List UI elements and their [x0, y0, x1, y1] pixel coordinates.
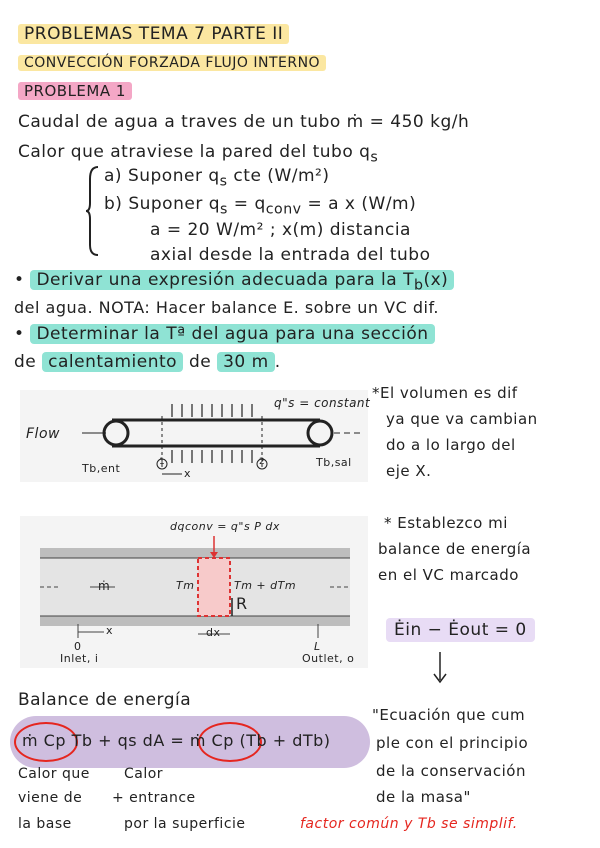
quote-line-1: "Ecuación que cum — [372, 706, 526, 724]
note-2-line-1: * Establezco mi — [384, 514, 508, 532]
task-2-de: de — [14, 352, 37, 372]
arrow-down-icon — [430, 650, 450, 686]
problem-highlight: PROBLEMA 1 — [18, 82, 132, 100]
energy-equation — [386, 620, 535, 640]
statement-line-2-text: Calor que atraviese la pared del tubo q — [18, 142, 371, 162]
outlet-label: Outlet, o — [302, 652, 355, 665]
page-subtitle — [18, 55, 326, 71]
task-2-calentamiento: calentamiento — [42, 352, 183, 372]
case-b — [104, 194, 416, 217]
section-2-label: 2 — [259, 457, 266, 467]
tb-in-label: Tb,ent — [82, 462, 121, 475]
case-a — [104, 166, 330, 189]
case-b-line-2: a = 20 W/m² ; x(m) distancia — [150, 220, 411, 240]
case-a-rest: cte (W/m²) — [227, 166, 330, 186]
energy-equation-highlight: Ėin − Ėout = 0 — [386, 618, 535, 642]
task-2-length: 30 m — [217, 352, 275, 372]
quote-line-3: de la conservación — [376, 762, 526, 780]
length-label: L — [314, 640, 321, 653]
case-a-text: a) Suponer q — [104, 166, 220, 186]
note-1-line-2: ya que va cambian — [386, 410, 538, 428]
tm-label: Tm — [176, 579, 195, 592]
balance-note-mid-1: Calor — [124, 766, 164, 782]
case-b-sub: s — [220, 201, 228, 218]
task-1-highlight — [30, 270, 454, 294]
balance-note-left-2: viene de — [18, 790, 83, 806]
note-1-line-4: eje X. — [386, 462, 432, 480]
note-2-line-3: en el VC marcado — [378, 566, 519, 584]
brace-icon — [86, 165, 102, 257]
balance-note-mid-2: + entrance — [112, 790, 196, 806]
title-highlight: PROBLEMAS TEMA 7 PARTE II — [18, 24, 289, 44]
balance-note-left-3: la base — [18, 816, 72, 832]
section-1-label: 1 — [159, 457, 166, 467]
task-1-text: Derivar una expresión adecuada para la T — [36, 270, 414, 290]
problem-label — [18, 82, 132, 100]
r-label: R — [236, 594, 248, 613]
statement-line-1: Caudal de agua a traves de un tubo ṁ = 450 kg/h — [18, 112, 470, 132]
x-label: x — [184, 467, 192, 480]
task-2 — [14, 324, 435, 344]
mdot-label: ṁ — [98, 579, 111, 593]
task-1-end: (x) — [423, 270, 449, 290]
note-2-line-2: balance de energía — [378, 540, 532, 558]
task-2-line-2 — [14, 352, 281, 372]
balance-equation — [22, 731, 331, 750]
task-1-sub: b — [413, 277, 424, 294]
case-b-line-3: axial desde la entrada del tubo — [150, 245, 431, 265]
dq-label: dqconv = q"s P dx — [170, 520, 280, 533]
quote-line-2: ple con el principio — [376, 734, 529, 752]
balance-note-left-1: Calor que — [18, 766, 90, 782]
statement-line-2 — [18, 142, 378, 165]
balance-note-mid-3: por la superficie — [124, 816, 246, 832]
page-title — [18, 24, 289, 44]
flow-label: Flow — [26, 426, 60, 442]
subtitle-highlight: CONVECCIÓN FORZADA FLUJO INTERNO — [18, 55, 326, 71]
dx-label: dx — [206, 626, 221, 639]
statement-line-2-sub: s — [370, 149, 379, 166]
task-1-line-2: del agua. NOTA: Hacer balance E. sobre un VC dif. — [14, 298, 440, 317]
bullet-icon: • — [14, 270, 25, 290]
inlet-label: Inlet, i — [60, 652, 99, 665]
case-b-rest: = a x (W/m) — [301, 194, 417, 214]
task-2-dot: . — [274, 352, 281, 372]
heat-flux-label: q"s = constant — [274, 396, 371, 410]
balance-equation-left: ṁ Cp Tb + qs dA — [22, 731, 165, 750]
figure-1 — [20, 390, 371, 482]
task-1 — [14, 270, 454, 293]
x-axis-label: x — [106, 624, 114, 637]
note-1-line-3: do a lo largo del — [386, 436, 516, 454]
balance-title: Balance de energía — [18, 690, 192, 710]
balance-equals: = — [170, 731, 185, 750]
origin-label: 0 — [74, 640, 82, 653]
case-b-sub2: conv — [265, 201, 302, 218]
task-2-de-2: de — [188, 352, 212, 372]
figure-2 — [20, 516, 368, 668]
task-2-highlight: Determinar la Tª del agua para una sección — [30, 324, 434, 344]
bullet-icon: • — [14, 324, 25, 344]
tb-out-label: Tb,sal — [316, 456, 352, 469]
note-1-line-1: *El volumen es dif — [372, 384, 518, 402]
balance-equation-right: ṁ Cp (Tb + dTb) — [189, 731, 331, 750]
tm-dtm-label: Tm + dTm — [234, 579, 297, 592]
case-b-mid: = q — [227, 194, 266, 214]
case-b-text: b) Suponer q — [104, 194, 221, 214]
case-a-sub: s — [219, 173, 228, 190]
red-annotation: factor común y Tb se simplif. — [300, 816, 518, 832]
quote-line-4: de la masa" — [376, 788, 471, 806]
